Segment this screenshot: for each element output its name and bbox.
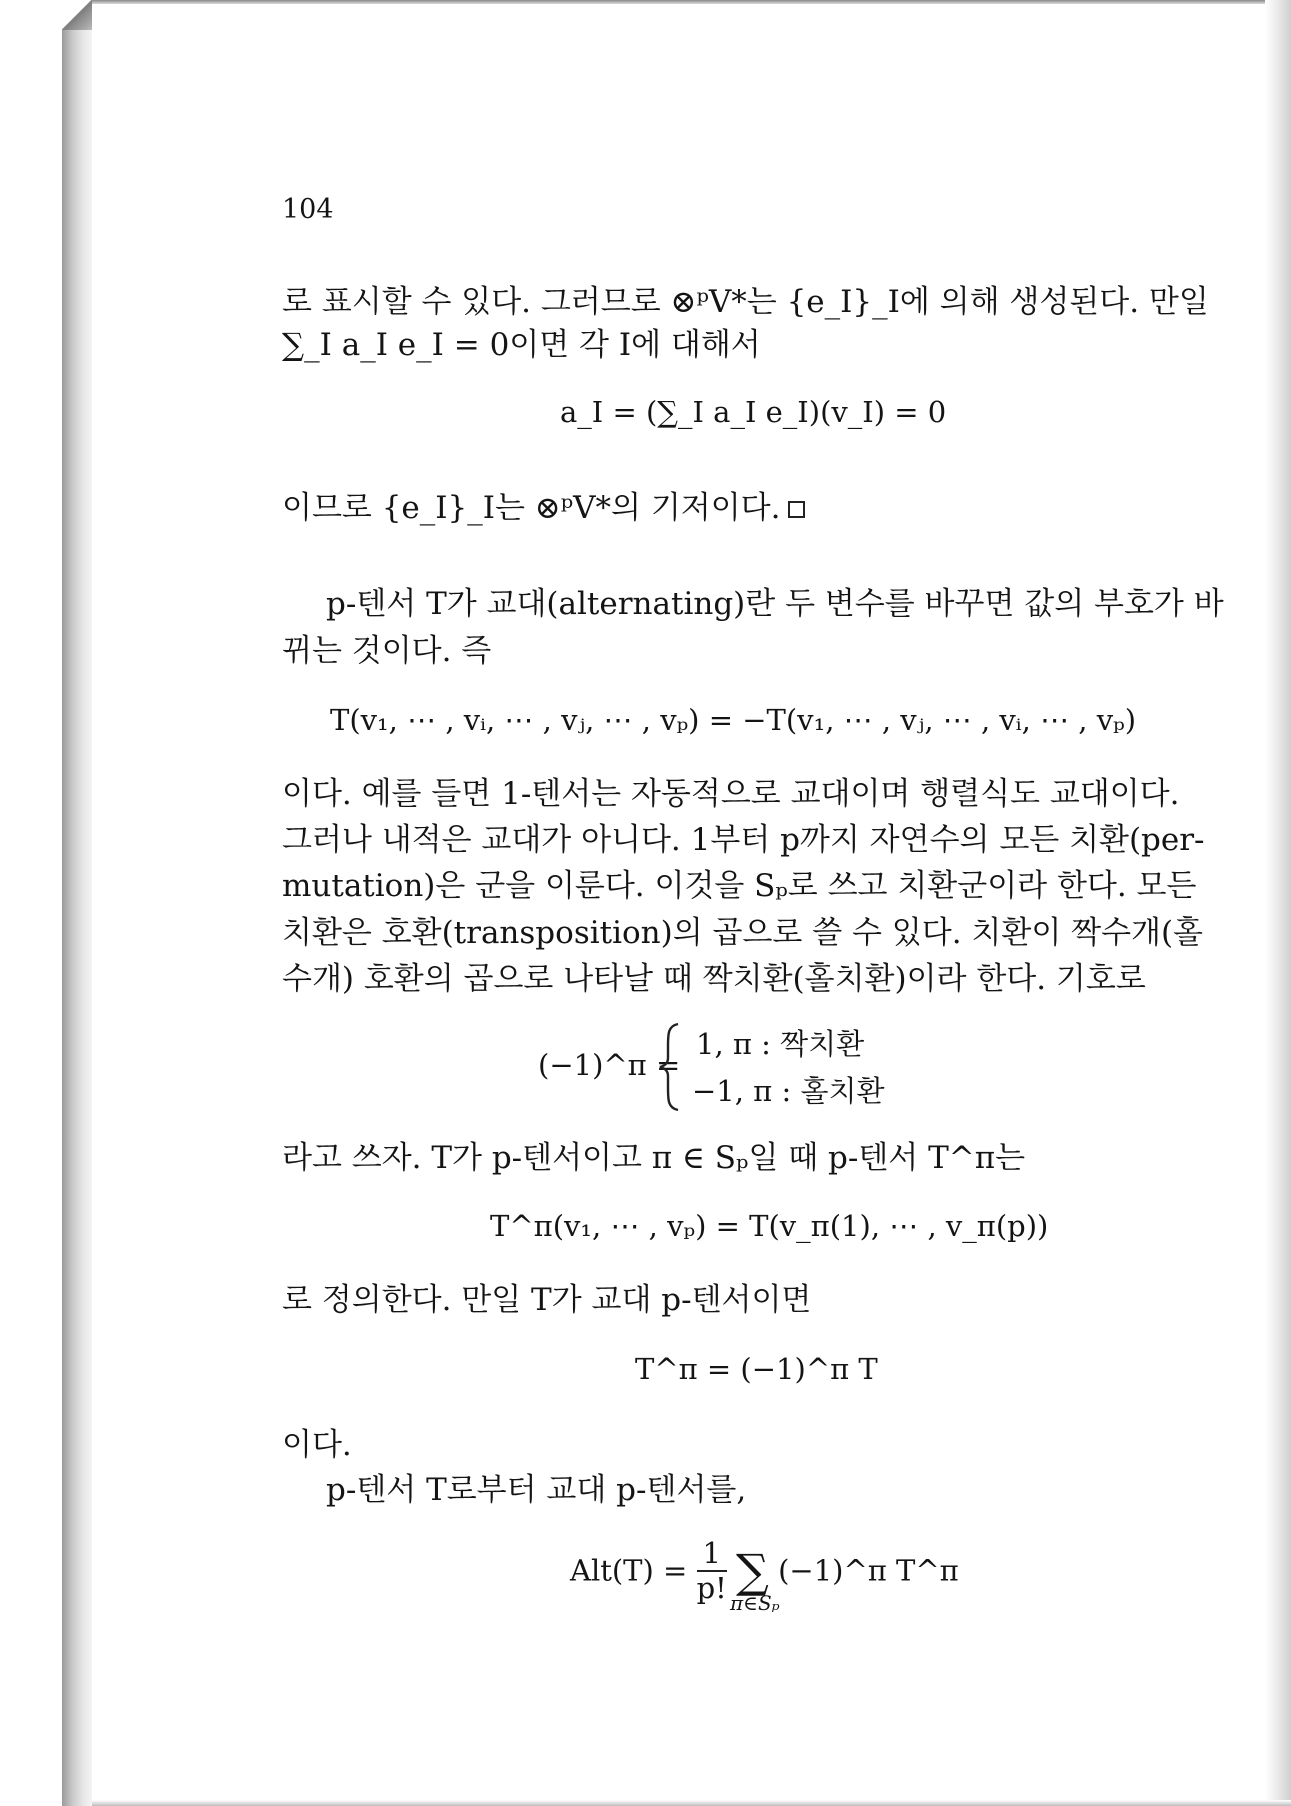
- case-even: 1, π : 짝치환: [696, 1027, 865, 1061]
- fraction-numerator: 1: [697, 1539, 727, 1572]
- summation-icon: ∑: [736, 1544, 769, 1598]
- page-number: 104: [282, 194, 334, 225]
- book-corner: [62, 0, 92, 30]
- page-right-shadow: [1265, 0, 1291, 1806]
- page-top-edge: [92, 0, 1291, 4]
- qed-square-icon: [788, 501, 805, 518]
- text-line: p-텐서 T가 교대(alternating)란 두 변수를 바꾸면 값의 부호가 바: [326, 586, 1224, 622]
- text-line: mutation)은 군을 이룬다. 이것을 Sₚ로 쓰고 치환군이라 한다. 모든: [282, 868, 1197, 904]
- text-line: 수개) 호환의 곱으로 나타날 때 짝치환(홀치환)이라 한다. 기호로: [282, 961, 1146, 997]
- equation-permutation-action: T^π(v₁, ⋯ , vₚ) = T(v_π(1), ⋯ , v_π(p)): [490, 1209, 1049, 1243]
- alt-rhs: (−1)^π T^π: [778, 1553, 959, 1588]
- text-line: 그러나 내적은 교대가 아니다. 1부터 p까지 자연수의 모든 치환(per-: [282, 822, 1205, 858]
- text-line: 이다.: [282, 1427, 352, 1463]
- summation-subscript: π∈Sₚ: [730, 1591, 780, 1615]
- fraction: [696, 1536, 727, 1605]
- text-line: 로 표시할 수 있다. 그러므로 ⊗ᵖV*는 {e_I}_I에 의해 생성된다. 만일: [282, 284, 1209, 320]
- text-line: 라고 쓰자. T가 p-텐서이고 π ∈ Sₚ일 때 p-텐서 T^π는: [282, 1140, 1026, 1176]
- text-line: [282, 490, 805, 526]
- text-line: 로 정의한다. 만일 T가 교대 p-텐서이면: [282, 1282, 812, 1318]
- equation-alternating-sign: T^π = (−1)^π T: [635, 1352, 878, 1386]
- fraction-denominator: p!: [696, 1571, 727, 1605]
- equation-alternating: T(v₁, ⋯ , vᵢ, ⋯ , vⱼ, ⋯ , vₚ) = −T(v₁, ⋯ , vⱼ, ⋯ , vᵢ, ⋯ , vₚ): [330, 703, 1137, 737]
- text-span: 이므로 {e_I}_I는 ⊗ᵖV*의 기저이다.: [282, 490, 781, 526]
- equation-sign-lhs: (−1)^π =: [538, 1048, 681, 1082]
- cases-brace-icon: [658, 1022, 680, 1112]
- case-odd: −1, π : 홀치환: [692, 1074, 885, 1108]
- text-line: 치환은 호환(transposition)의 곱으로 쓸 수 있다. 치환이 짝수개(홀: [282, 915, 1203, 951]
- text-line: 뀌는 것이다. 즉: [282, 633, 492, 669]
- text-line: p-텐서 T로부터 교대 p-텐서를,: [326, 1472, 747, 1508]
- text-line: ∑_I a_I e_I = 0이면 각 I에 대해서: [282, 327, 761, 363]
- alt-lhs: Alt(T) =: [570, 1553, 688, 1588]
- book-spine: [62, 0, 92, 1806]
- page-bottom-edge: [92, 1800, 1291, 1806]
- equation-basis-coefficient: a_I = (∑_I a_I e_I)(v_I) = 0: [560, 395, 947, 429]
- text-line: 이다. 예를 들면 1-텐서는 자동적으로 교대이며 행렬식도 교대이다.: [282, 776, 1180, 812]
